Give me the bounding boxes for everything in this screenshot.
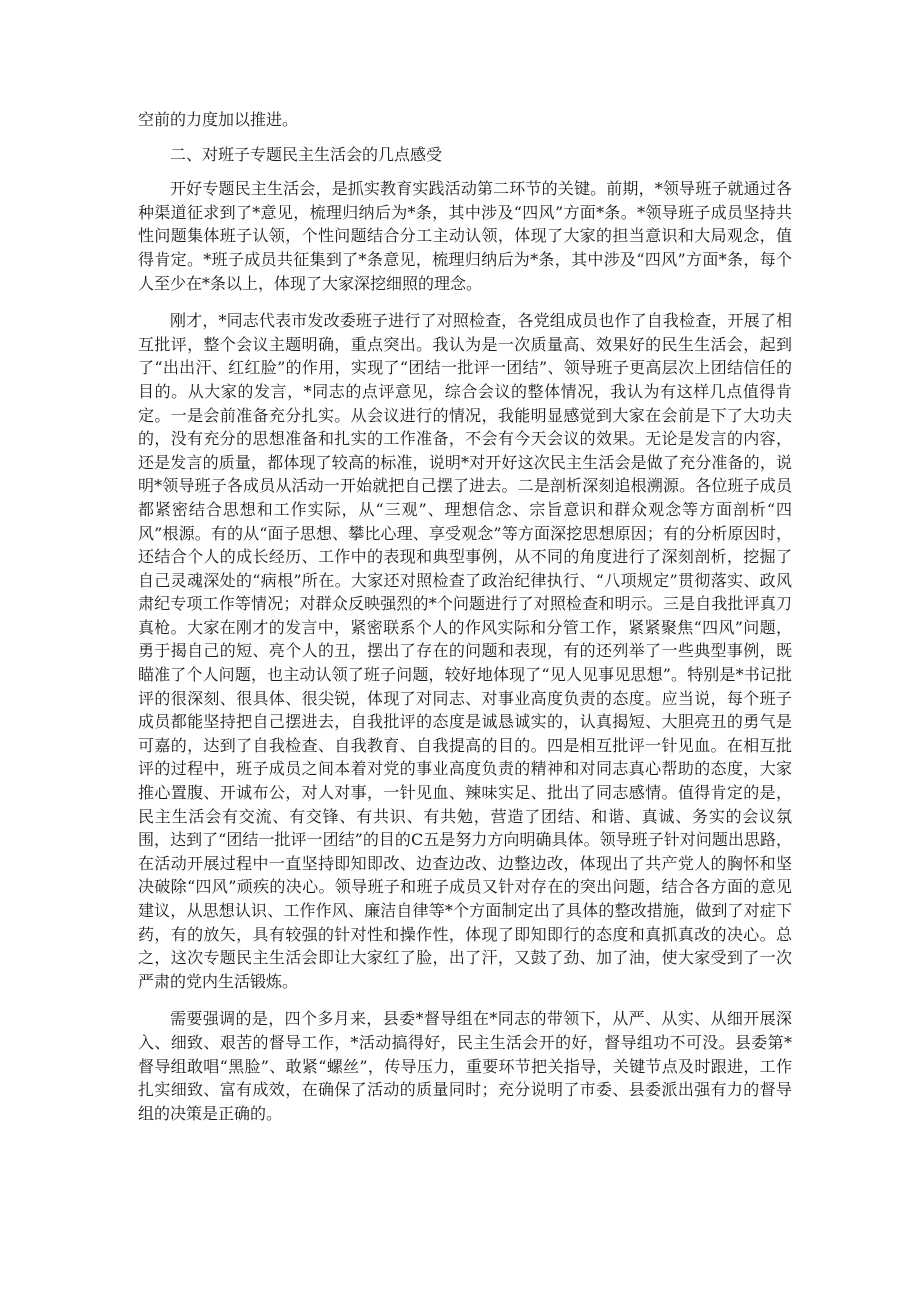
- document-body: [138, 108, 792, 1125]
- section-heading: 二、对班子专题民主生活会的几点感受: [170, 144, 443, 164]
- continuation-text: 空前的力度加以推进。: [138, 110, 299, 129]
- paragraph-supervision: 需要强调的是，四个多月来，县委*督导组在*同志的带领下，从严、从实、从细开展深入、细致、艰苦的督导工作，*活动搞得好，民主生活会开的好，督导组功不可没。县委第*督导组敢唱“黑脸”、敢紧“螺丝”，传导压力，重要环节把关指导，关键节点及时跟进，工作扎实细致、富有成效，在确保了活动的质量同时；充分说明了市委、县委派出强有力的督导组的决策是正确的。: [138, 1009, 792, 1123]
- paragraph-preparation: 开好专题民主生活会，是抓实教育实践活动第二环节的关键。前期，*领导班子就通过各种渠道征求到了*意见，梳理归纳后为*条，其中涉及“四风”方面*条。*领导班子成员坚持共性问题集体班子认领，个性问题结合分工主动认领，体现了大家的担当意识和大局观念，值得肯定。*班子成员共征集到了*条意见，梳理归纳后为*条，其中涉及“四风”方面*条，每个人至少在*条以上，体现了大家深挖细照的理念。: [138, 179, 792, 293]
- paragraph-meeting-review: 刚才，*同志代表市发改委班子进行了对照检查，各党组成员也作了自我检查，开展了相互批评，整个会议主题明确，重点突出。我认为是一次质量高、效果好的民生生活会，起到了“出出汗、红红脸”的作用，实现了“团结一批评一团结”、领导班子更高层次上团结信任的目的。从大家的发言，*同志的点评意见，综合会议的整体情况，我认为有这样几点值得肯定。一是会前准备充分扎实。从会议进行的情况，我能明显感觉到大家在会前是下了大功夫的，没有充分的思想准备和扎实的工作准备，不会有今天会议的效果。无论是发言的内容，还是发言的质量，都体现了较高的标准，说明*对开好这次民主生活会是做了充分准备的，说明*领导班子各成员从活动一开始就把自己摆了进去。二是剖析深刻追根溯源。各位班子成员都紧密结合思想和工作实际，从“三观”、理想信念、宗旨意识和群众观念等方面剖析“四风”根源。有的从“面子思想、攀比心理、享受观念”等方面深挖思想原因；有的分析原因时，还结合个人的成长经历、工作中的表现和典型事例，从不同的角度进行了深刻剖析，挖掘了自己灵魂深处的“病根”所在。大家还对照检查了政治纪律执行、“八项规定”贯彻落实、政风肃纪专项工作等情况；对群众反映强烈的*个问题进行了对照检查和明示。三是自我批评真刀真枪。大家在刚才的发言中，紧密联系个人的作风实际和分管工作，紧紧聚焦“四风”问题，勇于揭自己的短、亮个人的丑，摆出了存在的问题和表现，有的还列举了一些典型事例，既瞄准了个人问题，也主动认领了班子问题，较好地体现了“见人见事见思想”。特别是*书记批评的很深刻、很具体、很尖锐，体现了对同志、对事业高度负责的态度。应当说，每个班子成员都能坚持把自己摆进去，自我批评的态度是诚恳诚实的，认真揭短、大胆亮丑的勇气是可嘉的，达到了自我检查、自我教育、自我提高的目的。四是相互批评一针见血。在相互批评的过程中，班子成员之间本着对党的事业高度负责的精神和对同志真心帮助的态度，大家推心置腹、开诚布公，对人对事，一针见血、辣味实足、批出了同志感情。值得肯定的是，民主生活会有交流、有交锋、有共识、有共勉，营造了团结、和谐、真诚、务实的会议氛围，达到了“团结一批评一团结”的目的C五是努力方向明确具体。领导班子针对问题出思路，在活动开展过程中一直坚持即知即改、边查边改、边整边改，体现出了共产党人的胸怀和坚决破除“四风”顽疾的决心。领导班子和班子成员又针对存在的突出问题，结合各方面的意见建议，从思想认识、工作作风、廉洁自律等*个方面制定出了具体的整改措施，做到了对症下药，有的放矢，具有较强的针对性和操作性，体现了即知即行的态度和真抓真改的决心。总之，这次专题民主生活会即让大家红了脸，出了汗，又鼓了劲、加了油，使大家受到了一次严肃的党内生活锻炼。: [138, 311, 792, 991]
